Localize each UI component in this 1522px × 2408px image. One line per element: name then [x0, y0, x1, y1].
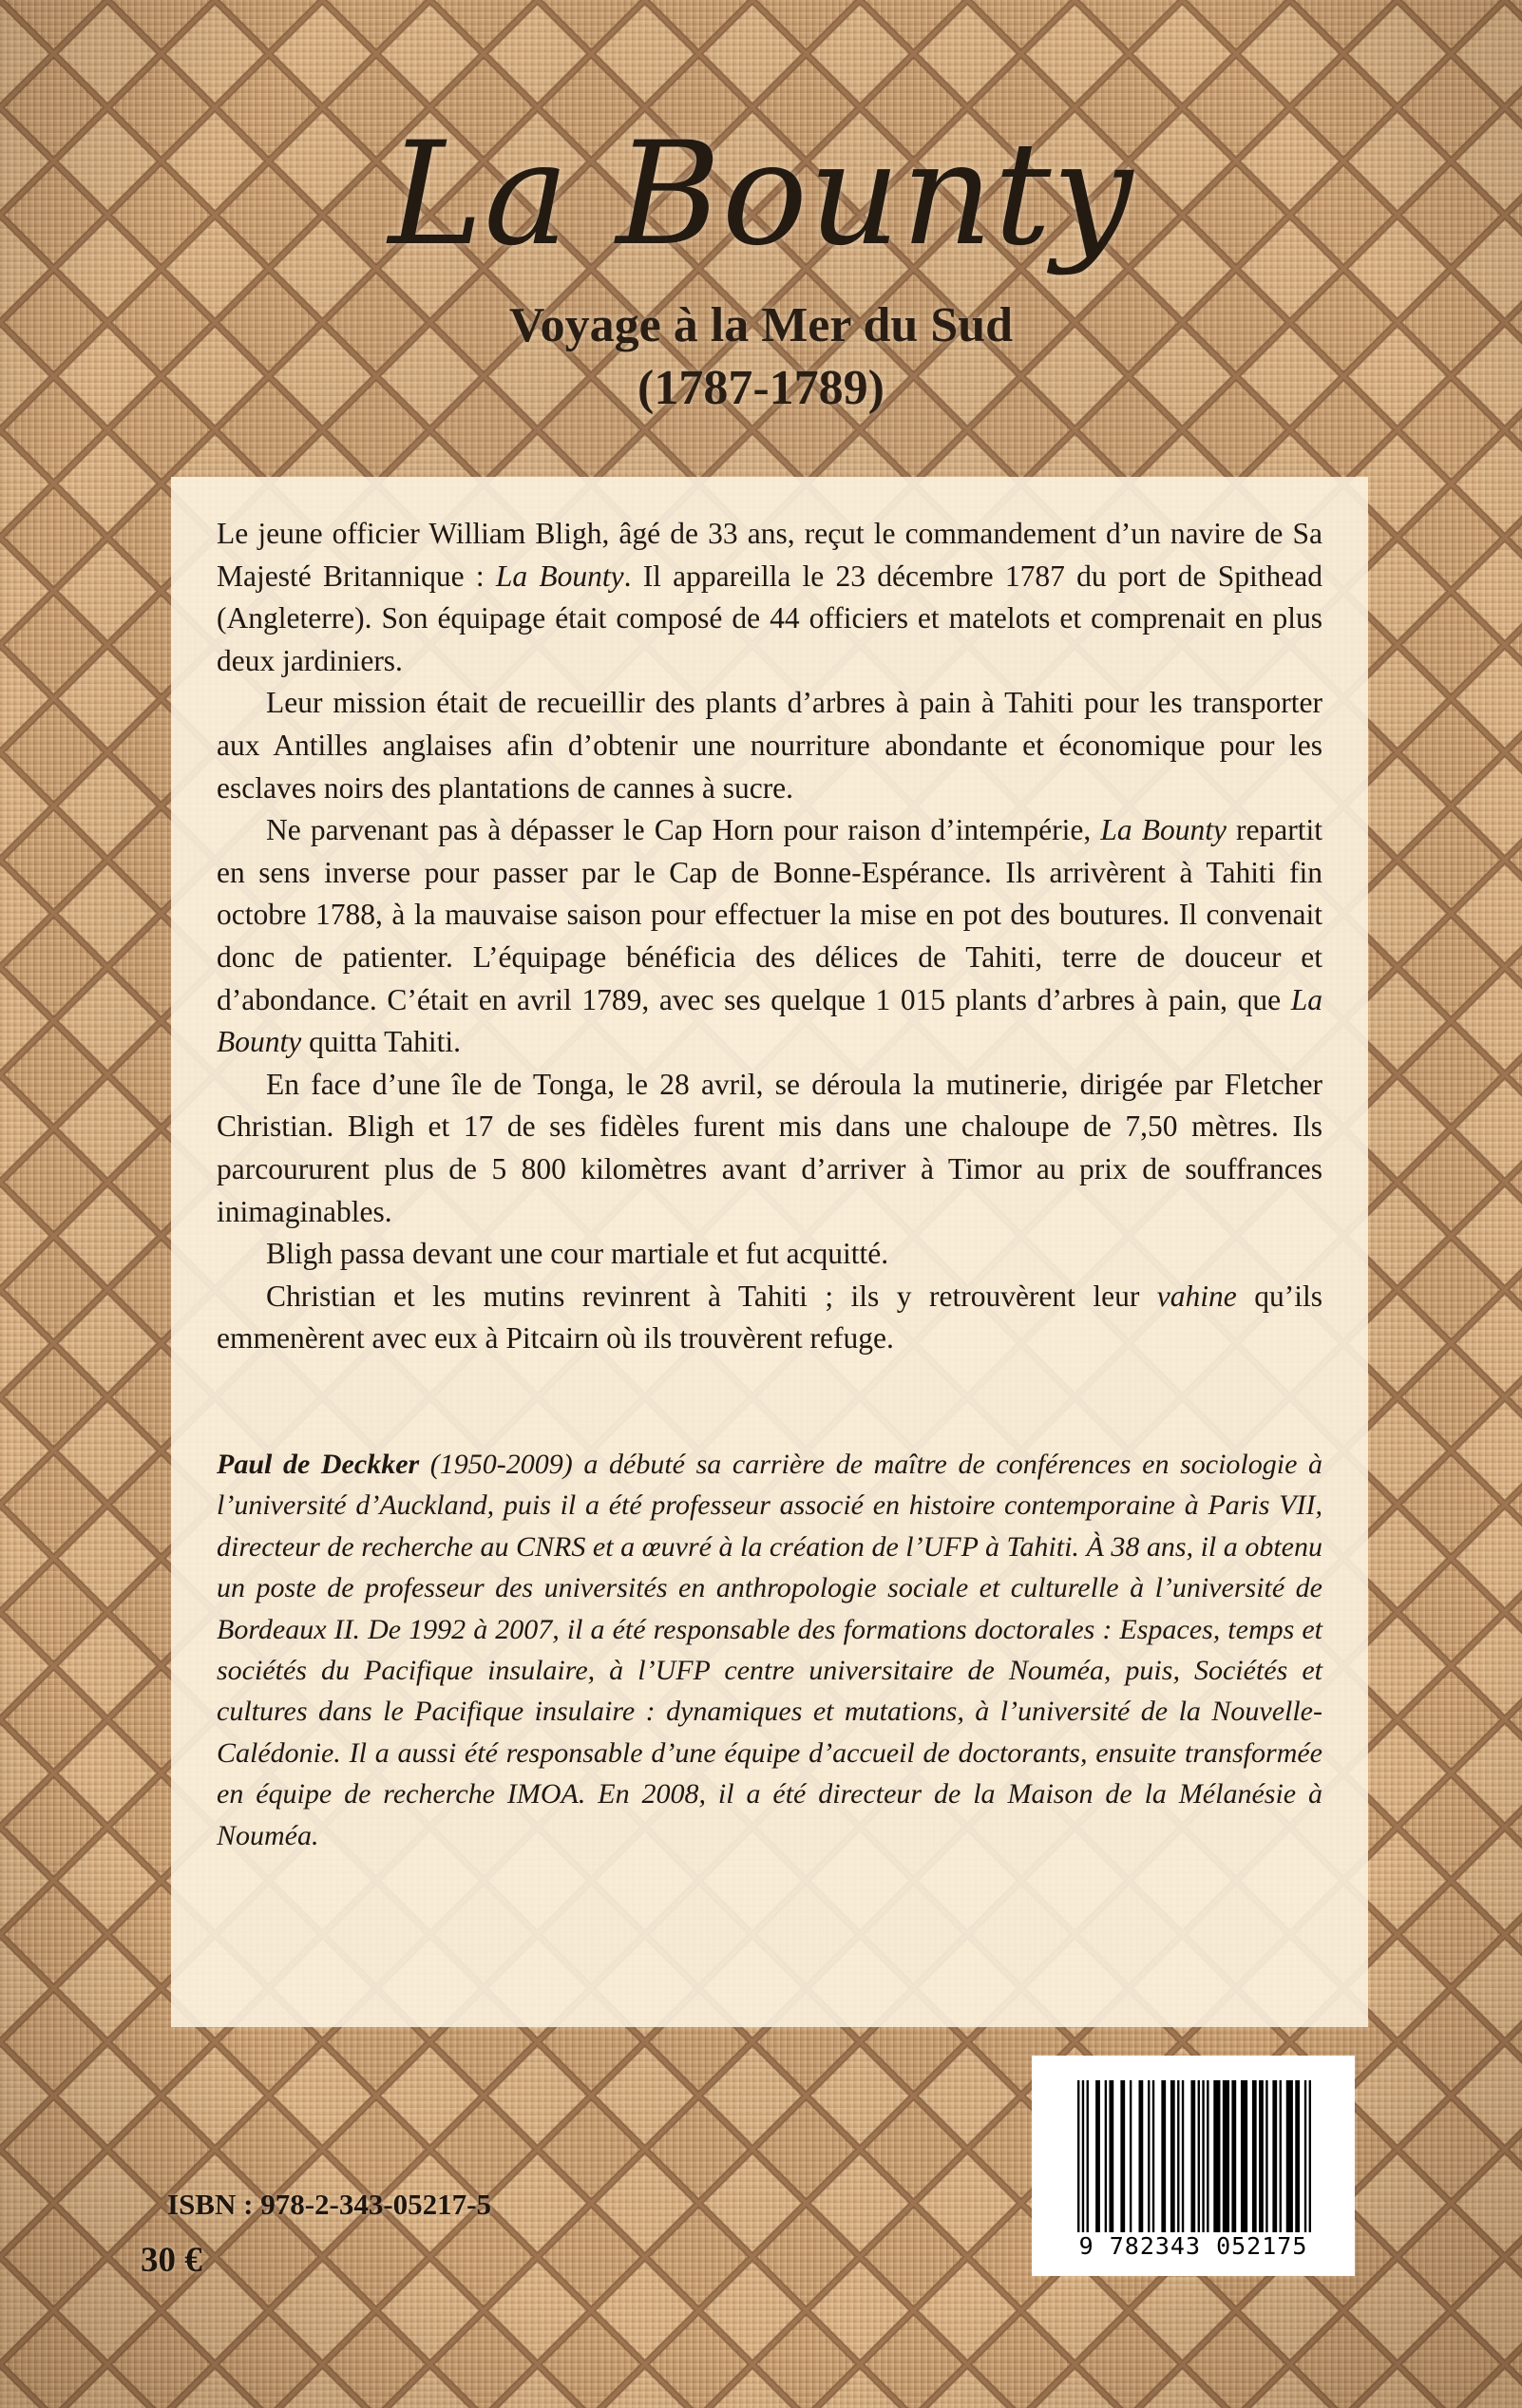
subtitle-dates: (1787-1789): [637, 361, 885, 415]
paragraph-text: Bligh passa devant une cour martiale et fut acquitté.: [266, 1237, 889, 1271]
summary-paragraph: [217, 1276, 1322, 1360]
barcode-bar: [1161, 2080, 1166, 2232]
barcode-bar: [1148, 2080, 1150, 2232]
barcode-bar: [1095, 2080, 1100, 2232]
author-name: Paul de Deckker: [217, 1448, 420, 1480]
summary-paragraph: [217, 682, 1322, 809]
barcode-bar: [1272, 2080, 1277, 2232]
author-bio-text: (1950-2009) a débuté sa carrière de maître de conférences en sociologie à l’université d’Auckland, puis il a été professeur associé en histoire contemporaine à Paris VII, directeur de recherche au CNRS et a œuvré à la création de l’UFP à Tahiti. À 38 ans, il a obtenu un poste de professeur des universités en anthropologie sociale et culturelle à l’université de Bordeaux II. De 1992 à 2007, il a été responsable des formations doctorales : Espaces, temps et sociétés du Pacifique insulaire, à l’UFP centre universitaire de Nouméa, puis, Sociétés et cultures dans le Pacifique insulaire : dynamiques et mutations, à l’université de la Nouvelle-Calédonie. Il a aussi été responsable d’une équipe d’accueil de doctorants, ensuite transformée en équipe de recherche IMOA. En 2008, il a été directeur de la Maison de la Mélanésie à Nouméa.: [217, 1448, 1323, 1851]
paragraph-text: repartit en sens inverse pour passer par le Cap de Bonne-Espérance. Ils arrivèrent à Tahiti fin octobre 1788, à la mauvaise saison pour effectuer la mise en pot des boutures. Il convenait donc de patienter. L’équipage bénéficia des délices de Tahiti, terre de douceur et d’abondance. C’était en avril 1789, avec ses quelque 1 015 plants d’arbres à pain, que: [217, 813, 1322, 1016]
italic-title: La Bounty: [1100, 813, 1227, 847]
barcode-bar: [1087, 2080, 1089, 2232]
paragraph-text: Leur mission était de recueillir des plants d’arbres à pain à Tahiti pour les transporter aux Antilles anglaises afin d’obtenir une nourriture abondante et économique pour les esclaves noirs des plantations de cannes à sucre.: [217, 686, 1322, 805]
barcode-bar: [1190, 2080, 1195, 2232]
paragraph-text: Le jeune officier William Bligh, âgé de 33 ans, reçut le commandement d’un navire de Sa Majesté Britannique :: [217, 517, 1322, 593]
barcode-bar: [1295, 2080, 1300, 2232]
barcode-bar: [1259, 2080, 1264, 2232]
paragraph-text: En face d’une île de Tonga, le 28 avril, se déroula la mutinerie, dirigée par Fletcher Christian. Bligh et 17 de ses fidèles furent mis dans une chaloupe de 7,50 mètres. Ils parcoururent plus de 5 800 kilomètres avant d’arriver à Timor au prix de souffrances inimaginables.: [217, 1067, 1322, 1228]
barcode-icon: [1075, 2080, 1313, 2232]
barcode-bar: [1120, 2080, 1125, 2232]
barcode-bar: [1077, 2080, 1079, 2232]
italic-title: vahine: [1156, 1279, 1237, 1313]
barcode-bar: [1170, 2080, 1175, 2232]
paragraph-text: . Il appareilla le 23 décembre 1787 du port de Spithead (Angleterre). Son équipage était composé de 44 officiers et matelots et comprenait en plus deux jardiniers.: [217, 559, 1322, 677]
barcode-bar: [1207, 2080, 1208, 2232]
barcode-bar: [1265, 2080, 1267, 2232]
barcode-bar: [1304, 2080, 1306, 2232]
italic-title: La Bounty: [495, 559, 624, 593]
paragraph-text: qu’ils emmenèrent avec eux à Pitcairn où ils trouvèrent refuge.: [217, 1279, 1322, 1356]
barcode-bar: [1177, 2080, 1179, 2232]
book-title: La Bounty: [388, 112, 1134, 277]
barcode-bar: [1109, 2080, 1113, 2232]
summary-paragraph: [217, 1064, 1322, 1233]
summary-paragraph: [217, 513, 1322, 682]
barcode: [1032, 2056, 1355, 2276]
barcode-bar: [1130, 2080, 1132, 2232]
book-subtitle: [0, 294, 1522, 420]
barcode-bar: [1252, 2080, 1257, 2232]
barcode-bar: [1286, 2080, 1293, 2232]
subtitle-text: Voyage à la Mer du Sud: [508, 298, 1014, 352]
barcode-bar: [1182, 2080, 1184, 2232]
summary-paragraph: [217, 1233, 1322, 1276]
paragraph-text: Christian et les mutins revinrent à Tahiti ; ils y retrouvèrent leur: [266, 1279, 1157, 1313]
price: 30 €: [141, 2241, 202, 2280]
text-panel: [171, 477, 1368, 2027]
barcode-bar: [1152, 2080, 1154, 2232]
barcode-digits: 9 782343 052175: [1078, 2232, 1308, 2260]
paragraph-text: quitta Tahiti.: [301, 1025, 462, 1059]
barcode-bar: [1105, 2080, 1107, 2232]
barcode-bar: [1198, 2080, 1200, 2232]
isbn: ISBN : 978-2-343-05217-5: [167, 2188, 491, 2221]
barcode-bar: [1241, 2080, 1247, 2232]
barcode-bar: [1309, 2080, 1311, 2232]
barcode-bar: [1231, 2080, 1236, 2232]
barcode-bar: [1223, 2080, 1229, 2232]
barcode-bar: [1213, 2080, 1220, 2232]
paragraph-text: Ne parvenant pas à dépasser le Cap Horn pour raison d’intempérie,: [266, 813, 1101, 847]
barcode-bar: [1280, 2080, 1282, 2232]
author-bio: [217, 1444, 1322, 1856]
barcode-bar: [1082, 2080, 1084, 2232]
italic-title: La Bounty: [217, 982, 1322, 1059]
barcode-bar: [1202, 2080, 1204, 2232]
book-summary: [217, 513, 1322, 1360]
barcode-bar: [1138, 2080, 1143, 2232]
summary-paragraph: [217, 809, 1322, 1064]
